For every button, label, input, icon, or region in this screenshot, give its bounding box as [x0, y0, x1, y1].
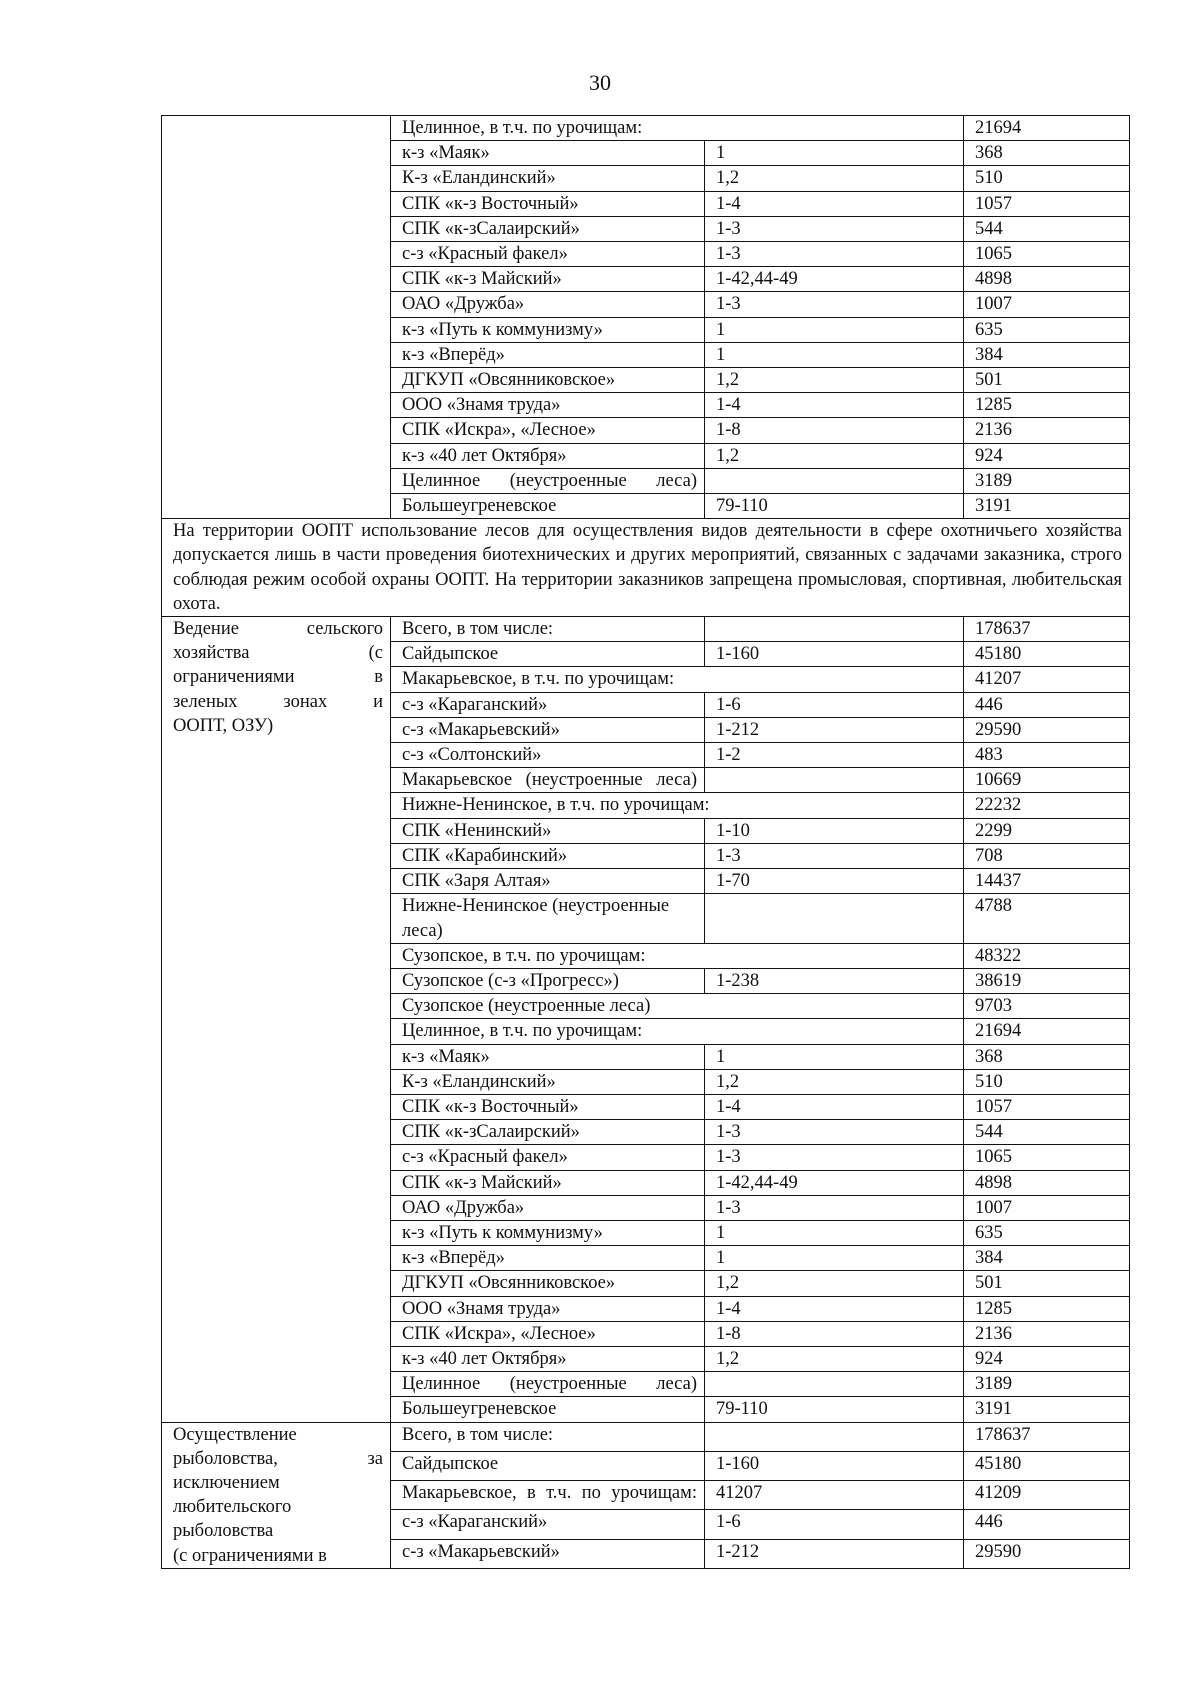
area-value-cell: 384 [964, 1246, 1130, 1271]
area-value-cell: 446 [964, 692, 1130, 717]
block-numbers-cell: 1-70 [705, 869, 964, 894]
block-numbers-cell [705, 617, 964, 642]
area-name-cell: СПК «к-зСалаирский» [391, 216, 705, 241]
category-line: Ведение сельского [173, 619, 383, 640]
block-numbers-cell: 1 [705, 141, 964, 166]
area-value-cell: 924 [964, 443, 1130, 468]
area-value-cell: 2136 [964, 418, 1130, 443]
area-name-cell: Сайдыпское [391, 1451, 705, 1480]
area-value-cell: 924 [964, 1346, 1130, 1371]
area-value-cell: 4788 [964, 894, 1130, 943]
area-value-cell: 22232 [964, 793, 1130, 818]
area-value-cell: 45180 [964, 1451, 1130, 1480]
area-name-cell: Целинное (неустроенные леса) [391, 1372, 705, 1397]
area-name-cell: ДГКУП «Овсянниковское» [391, 1271, 705, 1296]
block-numbers-cell: 1,2 [705, 443, 964, 468]
area-value-cell: 21694 [964, 1019, 1130, 1044]
block-numbers-cell: 1-3 [705, 292, 964, 317]
block-numbers-cell: 79-110 [705, 494, 964, 519]
block-numbers-cell: 41207 [705, 1481, 964, 1510]
block-numbers-cell: 1-2 [705, 743, 964, 768]
block-numbers-cell [705, 768, 964, 793]
block-numbers-cell [705, 468, 964, 493]
area-value-cell: 368 [964, 141, 1130, 166]
area-value-cell: 1057 [964, 191, 1130, 216]
area-value-cell: 21694 [964, 116, 1130, 141]
empty-category-cell [162, 116, 391, 519]
block-numbers-cell: 1-3 [705, 843, 964, 868]
block-numbers-cell: 1 [705, 342, 964, 367]
block-numbers-cell: 79-110 [705, 1397, 964, 1422]
area-value-cell: 1007 [964, 1195, 1130, 1220]
block-numbers-cell: 1-3 [705, 1120, 964, 1145]
block-numbers-cell: 1-3 [705, 242, 964, 267]
area-name-cell: к-з «40 лет Октября» [391, 443, 705, 468]
area-name-cell: к-з «Маяк» [391, 141, 705, 166]
area-value-cell: 41209 [964, 1481, 1130, 1510]
block-numbers-cell: 1-4 [705, 1094, 964, 1119]
area-name-cell: СПК «Заря Алтая» [391, 869, 705, 894]
area-name-cell: с-з «Караганский» [391, 1510, 705, 1539]
area-value-cell: 544 [964, 216, 1130, 241]
block-numbers-cell: 1-4 [705, 191, 964, 216]
area-name-cell: СПК «к-зСалаирский» [391, 1120, 705, 1145]
page-number: 30 [589, 70, 611, 95]
area-value-cell: 544 [964, 1120, 1130, 1145]
block-numbers-cell [705, 894, 964, 943]
area-name-cell: К-з «Еландинский» [391, 1069, 705, 1094]
area-value-cell: 4898 [964, 1170, 1130, 1195]
area-value-cell: 1057 [964, 1094, 1130, 1119]
area-value-cell: 1285 [964, 1296, 1130, 1321]
area-name-cell: Всего, в том числе: [391, 617, 705, 642]
area-value-cell: 3191 [964, 494, 1130, 519]
category-line: Осуществление [173, 1424, 297, 1445]
area-name-cell: с-з «Красный факел» [391, 242, 705, 267]
area-value-cell: 3189 [964, 1372, 1130, 1397]
area-name-cell: СПК «к-з Майский» [391, 267, 705, 292]
category-line: хозяйства (с [173, 643, 383, 664]
area-name-cell: Нижне-Ненинское (неустроенные леса) [391, 894, 705, 943]
block-numbers-cell: 1-4 [705, 393, 964, 418]
area-name-cell: СПК «к-з Восточный» [391, 1094, 705, 1119]
category-line: (с ограничениями в [173, 1545, 327, 1566]
area-name-cell: с-з «Макарьевский» [391, 717, 705, 742]
area-name-cell: Сузопское, в т.ч. по урочищам: [391, 943, 964, 968]
area-name-cell: Большеугреневское [391, 494, 705, 519]
table-row [162, 617, 1130, 642]
area-name-cell: к-з «Маяк» [391, 1044, 705, 1069]
block-numbers-cell: 1,2 [705, 1346, 964, 1371]
area-value-cell: 178637 [964, 1422, 1130, 1451]
area-value-cell: 2299 [964, 818, 1130, 843]
area-value-cell: 501 [964, 368, 1130, 393]
block-numbers-cell: 1-6 [705, 692, 964, 717]
area-value-cell: 510 [964, 166, 1130, 191]
area-name-cell: к-з «Вперёд» [391, 342, 705, 367]
area-name-cell: Нижне-Ненинское, в т.ч. по урочищам: [391, 793, 964, 818]
area-value-cell: 384 [964, 342, 1130, 367]
area-name-cell: ДГКУП «Овсянниковское» [391, 368, 705, 393]
area-name-cell: Сайдыпское [391, 642, 705, 667]
area-value-cell: 14437 [964, 869, 1130, 894]
area-value-cell: 45180 [964, 642, 1130, 667]
category-line: ООПТ, ОЗУ) [173, 715, 274, 736]
table-row [162, 116, 1130, 141]
area-value-cell: 38619 [964, 968, 1130, 993]
category-line: рыболовства [173, 1521, 274, 1542]
block-numbers-cell: 1-10 [705, 818, 964, 843]
block-numbers-cell: 1-3 [705, 1145, 964, 1170]
block-numbers-cell: 1-42,44-49 [705, 267, 964, 292]
block-numbers-cell: 1-42,44-49 [705, 1170, 964, 1195]
area-value-cell: 9703 [964, 994, 1130, 1019]
area-value-cell: 3191 [964, 1397, 1130, 1422]
activity-category-cell [162, 617, 391, 1423]
block-numbers-cell: 1 [705, 1246, 964, 1271]
block-numbers-cell: 1 [705, 1044, 964, 1069]
area-name-cell: с-з «Красный факел» [391, 1145, 705, 1170]
area-value-cell: 510 [964, 1069, 1130, 1094]
table-row [162, 519, 1130, 617]
area-name-cell: Большеугреневское [391, 1397, 705, 1422]
table-row [162, 1422, 1130, 1451]
area-name-cell: ООО «Знамя труда» [391, 393, 705, 418]
block-numbers-cell: 1-8 [705, 418, 964, 443]
area-name-cell: СПК «к-з Майский» [391, 1170, 705, 1195]
area-value-cell: 10669 [964, 768, 1130, 793]
block-numbers-cell: 1 [705, 1220, 964, 1245]
area-value-cell: 501 [964, 1271, 1130, 1296]
block-numbers-cell: 1,2 [705, 368, 964, 393]
block-numbers-cell: 1,2 [705, 166, 964, 191]
activity-category-cell [162, 1422, 391, 1568]
forest-use-table [161, 115, 1130, 1569]
area-name-cell: СПК «Искра», «Лесное» [391, 418, 705, 443]
area-value-cell: 4898 [964, 267, 1130, 292]
area-name-cell: СПК «Искра», «Лесное» [391, 1321, 705, 1346]
area-value-cell: 1285 [964, 393, 1130, 418]
block-numbers-cell [705, 1372, 964, 1397]
area-name-cell: к-з «Путь к коммунизму» [391, 1220, 705, 1245]
area-value-cell: 483 [964, 743, 1130, 768]
area-name-cell: СПК «Ненинский» [391, 818, 705, 843]
area-name-cell: с-з «Караганский» [391, 692, 705, 717]
area-name-cell: Всего, в том числе: [391, 1422, 705, 1451]
block-numbers-cell [705, 1422, 964, 1451]
area-value-cell: 2136 [964, 1321, 1130, 1346]
area-value-cell: 708 [964, 843, 1130, 868]
block-numbers-cell: 1-238 [705, 968, 964, 993]
block-numbers-cell: 1-160 [705, 1451, 964, 1480]
area-name-cell: с-з «Макарьевский» [391, 1539, 705, 1568]
area-value-cell: 1065 [964, 1145, 1130, 1170]
area-name-cell: ОАО «Дружба» [391, 292, 705, 317]
area-name-cell: Целинное, в т.ч. по урочищам: [391, 1019, 964, 1044]
area-value-cell: 48322 [964, 943, 1130, 968]
area-value-cell: 635 [964, 317, 1130, 342]
area-name-cell: Целинное, в т.ч. по урочищам: [391, 116, 964, 141]
block-numbers-cell: 1-160 [705, 642, 964, 667]
regulation-note: На территории ООПТ использование лесов для осуществления видов деятельности в сфере охотничьего хозяйства допускается лишь в части проведения биотехнических и других мероприятий, связанных с задачами заказника, строго соблюдая режим особой охраны ООПТ. На территории заказников запрещена промысловая, спортивная, любительская охота. [162, 519, 1130, 617]
block-numbers-cell: 1-4 [705, 1296, 964, 1321]
block-numbers-cell: 1,2 [705, 1271, 964, 1296]
area-name-cell: к-з «40 лет Октября» [391, 1346, 705, 1371]
area-value-cell: 3189 [964, 468, 1130, 493]
category-line: зеленых зонах и [173, 691, 383, 712]
area-name-cell: ООО «Знамя труда» [391, 1296, 705, 1321]
area-name-cell: к-з «Путь к коммунизму» [391, 317, 705, 342]
block-numbers-cell: 1-212 [705, 717, 964, 742]
block-numbers-cell: 1-3 [705, 1195, 964, 1220]
block-numbers-cell: 1-3 [705, 216, 964, 241]
area-value-cell: 41207 [964, 667, 1130, 692]
area-value-cell: 635 [964, 1220, 1130, 1245]
area-value-cell: 29590 [964, 717, 1130, 742]
area-name-cell: К-з «Еландинский» [391, 166, 705, 191]
area-name-cell: с-з «Солтонский» [391, 743, 705, 768]
area-value-cell: 1007 [964, 292, 1130, 317]
block-numbers-cell: 1,2 [705, 1069, 964, 1094]
area-name-cell: СПК «Карабинский» [391, 843, 705, 868]
area-name-cell: ОАО «Дружба» [391, 1195, 705, 1220]
block-numbers-cell: 1-8 [705, 1321, 964, 1346]
area-name-cell: Макарьевское, в т.ч. по урочищам: [391, 1481, 705, 1510]
category-line: ограничениями в [173, 667, 383, 688]
area-value-cell: 178637 [964, 617, 1130, 642]
area-name-cell: Целинное (неустроенные леса) [391, 468, 705, 493]
area-value-cell: 368 [964, 1044, 1130, 1069]
category-line: рыболовства, за [173, 1448, 383, 1469]
area-name-cell: Макарьевское, в т.ч. по урочищам: [391, 667, 964, 692]
block-numbers-cell: 1-212 [705, 1539, 964, 1568]
area-value-cell: 29590 [964, 1539, 1130, 1568]
block-numbers-cell: 1-6 [705, 1510, 964, 1539]
area-value-cell: 446 [964, 1510, 1130, 1539]
category-line: любительского [173, 1497, 292, 1518]
area-name-cell: Макарьевское (неустроенные леса) [391, 768, 705, 793]
category-line: исключением [173, 1472, 280, 1493]
area-value-cell: 1065 [964, 242, 1130, 267]
area-name-cell: Сузопское (неустроенные леса) [391, 994, 964, 1019]
block-numbers-cell: 1 [705, 317, 964, 342]
area-name-cell: к-з «Вперёд» [391, 1246, 705, 1271]
area-name-cell: СПК «к-з Восточный» [391, 191, 705, 216]
area-name-cell: Сузопское (с-з «Прогресс») [391, 968, 705, 993]
